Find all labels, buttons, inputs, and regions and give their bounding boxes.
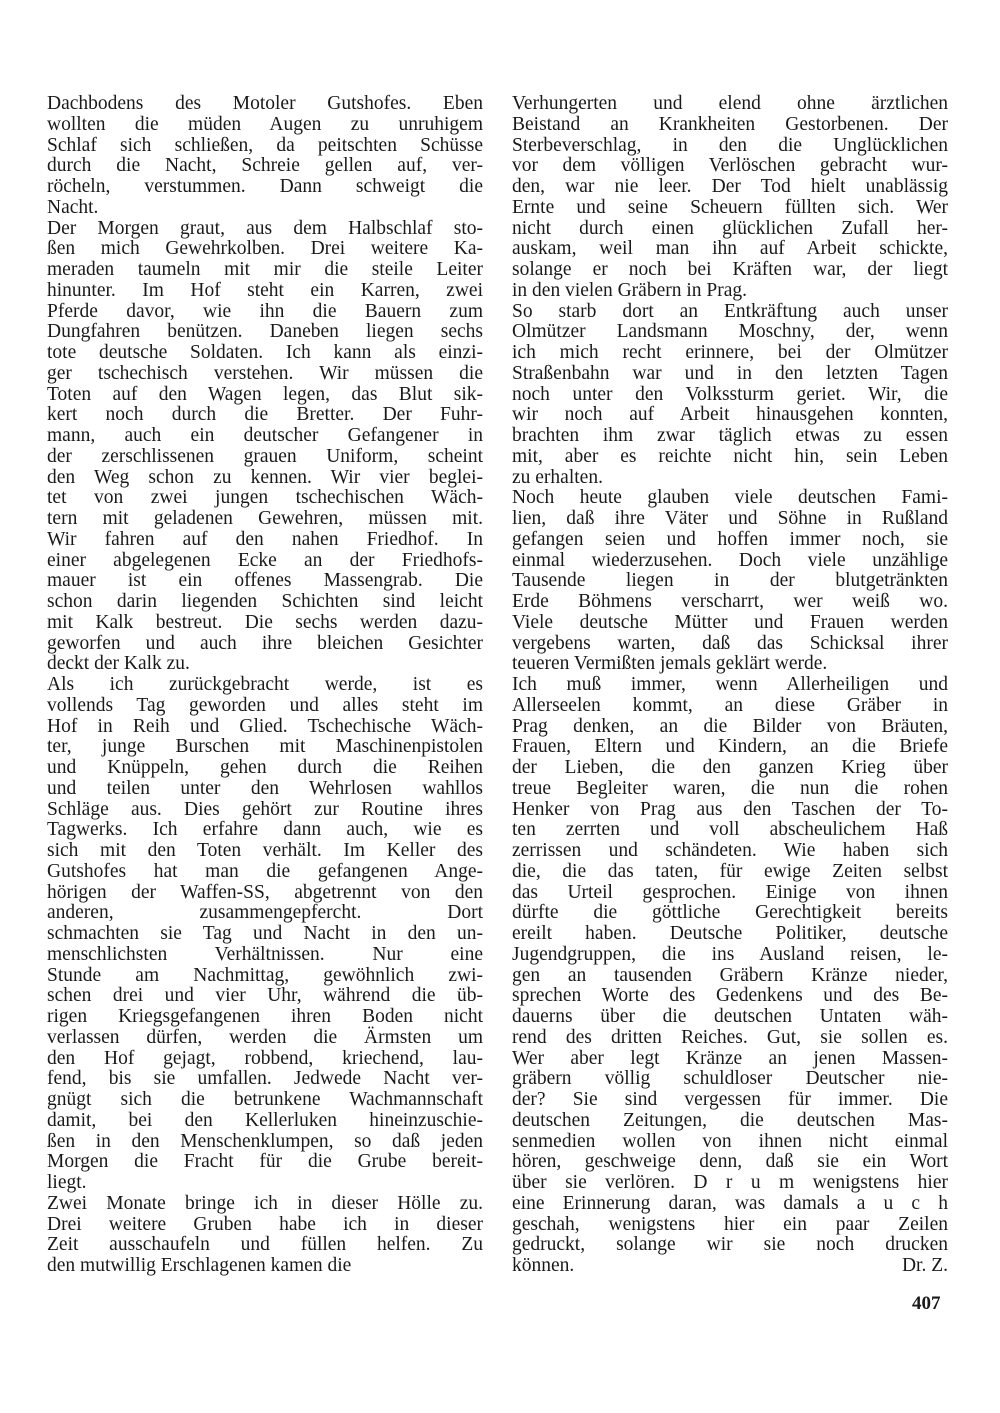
text-line: Olmützer Landsmann Moschny, der, wenn [512, 321, 948, 343]
text-line: hören, geschweige denn, daß sie ein Wort [512, 1151, 948, 1173]
text-line: Schlaf sich schließen, da peitschten Schüsse [47, 134, 483, 156]
text-line: Der Morgen graut, aus dem Halbschlaf sto- [47, 217, 483, 239]
text-line: kert noch durch die Bretter. Der Fuhr- [47, 404, 483, 426]
text-line: Zeit ausschaufeln und füllen helfen. Zu [47, 1234, 483, 1256]
text-line: geworfen und auch ihre bleichen Gesichter [47, 632, 483, 654]
text-line: den Weg schon zu kennen. Wir vier beglei- [47, 466, 483, 488]
text-line: Sterbeverschlag, in den die Unglücklichen [512, 134, 948, 156]
text-line: Beistand an Krankheiten Gestorbenen. Der [512, 113, 948, 135]
text-line: Schläge aus. Dies gehört zur Routine ihres [47, 798, 483, 820]
text-line: damit, bei den Kellerluken hineinzuschie- [47, 1109, 483, 1131]
text-line: teueren Vermißten jemals geklärt werde. [512, 653, 828, 675]
text-line: Dachbodens des Motoler Gutshofes. Eben [47, 93, 483, 114]
text-line: lien, daß ihre Väter und Söhne in Rußland [512, 508, 948, 529]
text-line: schmachten sie Tag und Nacht in den un- [47, 923, 483, 944]
text-line: Allerseelen kommt, an diese Gräber in [512, 694, 948, 716]
closing-line [512, 1256, 948, 1277]
text-line: mit, aber es reichte nicht hin, sein Leben [512, 445, 948, 467]
text-line: verlassen dürfen, werden die Ärmsten um [47, 1026, 483, 1048]
text-line: ßen in den Menschenklumpen, so daß jeden [47, 1130, 483, 1152]
paragraph [47, 675, 483, 1194]
text-line: Prag denken, an die Bilder von Bräuten, [512, 715, 948, 737]
text-line: fend, bis sie umfallen. Jedwede Nacht ver- [47, 1068, 483, 1090]
text-line: wollten die müden Augen zu unruhigem [47, 113, 483, 135]
text-line: Morgen die Fracht für die Grube bereit- [47, 1151, 483, 1173]
text-line: der zerschlissenen grauen Uniform, scheint [47, 445, 483, 467]
left-column [47, 94, 483, 1277]
text-line: mann, auch ein deutscher Gefangener in [47, 425, 483, 446]
text-line: So starb dort an Entkräftung auch unser [512, 300, 948, 322]
text-line: senmedien wollen von ihnen nicht einmal [512, 1130, 948, 1152]
text-line: können. [512, 1255, 575, 1276]
text-line: schen drei und vier Uhr, während die üb- [47, 985, 483, 1007]
paragraph [512, 488, 948, 675]
text-line: brachten ihm zwar täglich etwas zu essen [512, 425, 948, 446]
paragraph [512, 302, 948, 489]
text-line: ger tschechisch verstehen. Wir müssen die [47, 362, 483, 384]
text-line: ter, junge Burschen mit Maschinenpistolen [47, 736, 483, 758]
text-line: vergebens warten, daß das Schicksal ihrer [512, 632, 948, 654]
paragraph [47, 219, 483, 676]
text-line: Pferde davor, wie ihn die Bauern zum [47, 300, 483, 322]
text-line: deckt der Kalk zu. [47, 653, 190, 675]
text-line: Frauen, Eltern und Kindern, an die Briefe [512, 736, 948, 758]
text-line: gedruckt, solange wir sie noch drucken [512, 1234, 948, 1256]
text-line: eine Erinnerung daran, was damals a u c h [512, 1192, 948, 1214]
text-line: Hof in Reih und Glied. Tschechische Wäch- [47, 715, 483, 737]
text-line: hörigen der Waffen-SS, abgetrennt von den [47, 881, 483, 903]
text-line: den Hof gejagt, robbend, kriechend, lau- [47, 1047, 483, 1069]
text-line: hinunter. Im Hof steht ein Karren, zwei [47, 279, 483, 301]
text-line: Tagwerks. Ich erfahre dann auch, wie es [47, 819, 483, 841]
text-line: Toten auf den Wagen legen, das Blut sik- [47, 383, 483, 405]
text-line: noch unter den Volkssturm geriet. Wir, die [512, 383, 948, 405]
text-line: tet von zwei jungen tschechischen Wäch- [47, 487, 483, 509]
page-number: 407 [912, 1293, 941, 1314]
text-line: tote deutsche Soldaten. Ich kann als einzi- [47, 342, 483, 363]
text-line: gräbern völlig schuldloser Deutscher nie- [512, 1068, 948, 1090]
text-line: vollends Tag geworden und alles steht im [47, 694, 483, 716]
text-line: Viele deutsche Mütter und Frauen werden [512, 611, 948, 633]
text-line: anderen, zusammengepfercht. Dort [47, 902, 483, 924]
text-line: einmal wiederzusehen. Doch viele unzählige [512, 549, 948, 571]
text-line: rend des dritten Reiches. Gut, sie sollen es. [512, 1026, 948, 1048]
text-line: solange er noch bei Kräften war, der liegt [512, 259, 948, 280]
text-line: einer abgelegenen Ecke an der Friedhofs- [47, 549, 483, 571]
text-line: wir noch auf Arbeit hinausgehen konnten, [512, 404, 948, 426]
text-line: gnügt sich die betrunkene Wachmannschaft [47, 1089, 483, 1110]
text-line: nicht durch einen glücklichen Zufall her- [512, 217, 948, 239]
paragraph [512, 675, 948, 1277]
right-column [512, 94, 948, 1277]
text-line: deutschen Zeitungen, die deutschen Mas- [512, 1109, 948, 1131]
text-line: Ich muß immer, wenn Allerheiligen und [512, 674, 948, 695]
text-line: gen an tausenden Gräbern Kränze nieder, [512, 964, 948, 986]
text-line: gefangen seien und hoffen immer noch, sie [512, 528, 948, 550]
text-line: durch die Nacht, Schreie gellen auf, ver- [47, 155, 483, 177]
text-line: über sie verlören. D r u m wenigstens hier [512, 1172, 948, 1193]
text-line: liegt. [47, 1172, 87, 1193]
text-line: ßen mich Gewehrkolben. Drei weitere Ka- [47, 238, 483, 260]
text-line: Gutshofes hat man die gefangenen Ange- [47, 860, 483, 882]
text-line: Als ich zurückgebracht werde, ist es [47, 674, 483, 695]
text-line: zerrissen und schändeten. Wie haben sich [512, 840, 948, 861]
text-line: rigen Kriegsgefangenen ihren Boden nicht [47, 1006, 483, 1027]
text-line: den mutwillig Erschlagenen kamen die [47, 1255, 352, 1276]
text-line: auskam, weil man ihn auf Arbeit schickte, [512, 238, 948, 260]
text-line: treue Begleiter waren, die nun die rohen [512, 777, 948, 799]
text-line: der? Sie sind vergessen für immer. Die [512, 1089, 948, 1110]
text-line: Straßenbahn war und in den letzten Tagen [512, 362, 948, 384]
text-line: Verhungerten und elend ohne ärztlichen [512, 93, 948, 114]
text-line: geschah, wenigstens hier ein paar Zeilen [512, 1213, 948, 1235]
text-line: Zwei Monate bringe ich in dieser Hölle zu. [47, 1192, 483, 1214]
text-line: Noch heute glauben viele deutschen Fami- [512, 487, 948, 509]
text-line: die, die das taten, für ewige Zeiten selbst [512, 860, 948, 882]
text-line: schon darin liegenden Schichten sind leicht [47, 591, 483, 612]
text-line: menschlichsten Verhältnissen. Nur eine [47, 943, 483, 965]
text-line: Ernte und seine Scheuern füllten sich. Wer [512, 196, 948, 218]
text-line: den, war nie leer. Der Tod hielt unablässig [512, 176, 948, 197]
text-line: Wer aber legt Kränze an jenen Massen- [512, 1047, 948, 1069]
paragraph [47, 94, 483, 219]
text-line: Nacht. [47, 196, 99, 218]
text-line: vor dem völligen Verlöschen gebracht wur- [512, 155, 948, 177]
text-line: meraden taumeln mit mir die steile Leiter [47, 259, 483, 280]
text-line: dürfte die göttliche Gerechtigkeit bereits [512, 902, 948, 924]
text-line: ereilt haben. Deutsche Politiker, deutsche [512, 923, 948, 944]
text-line: sich mit den Toten verhält. Im Keller des [47, 840, 483, 861]
text-line: Wir fahren auf den nahen Friedhof. In [47, 528, 483, 550]
text-line: Tausende liegen in der blutgetränkten [512, 570, 948, 592]
text-line: tern mit geladenen Gewehren, müssen mit. [47, 508, 483, 529]
text-line: und teilen unter den Wehrlosen wahllos [47, 777, 483, 799]
author-signature: Dr. Z. [901, 1255, 948, 1276]
text-line: Henker von Prag aus den Taschen der To- [512, 798, 948, 820]
text-line: ten zerrten und voll abscheulichem Haß [512, 819, 948, 841]
text-line: ich mich recht erinnere, bei der Olmützer [512, 342, 948, 363]
text-line: Jugendgruppen, die ins Ausland reisen, le- [512, 943, 948, 965]
text-line: dauerns über die deutschen Untaten wäh- [512, 1006, 948, 1027]
text-line: Dungfahren benützen. Daneben liegen sechs [47, 321, 483, 343]
text-line: Erde Böhmens verscharrt, wer weiß wo. [512, 591, 948, 612]
text-line: sprechen Worte des Gedenkens und des Be- [512, 985, 948, 1007]
paragraph [47, 1194, 483, 1277]
text-line: und Knüppeln, gehen durch die Reihen [47, 757, 483, 778]
text-line: mit Kalk bestreut. Die sechs werden dazu- [47, 611, 483, 633]
paragraph [512, 94, 948, 302]
text-line: der Lieben, die den ganzen Krieg über [512, 757, 948, 778]
text-line: in den vielen Gräbern in Prag. [512, 279, 748, 301]
text-line: das Urteil gesprochen. Einige von ihnen [512, 881, 948, 903]
text-line: röcheln, verstummen. Dann schweigt die [47, 176, 483, 197]
text-line: zu erhalten. [512, 466, 603, 488]
text-line: Stunde am Nachmittag, gewöhnlich zwi- [47, 964, 483, 986]
text-line: Drei weitere Gruben habe ich in dieser [47, 1213, 483, 1235]
text-line: mauer ist ein offenes Massengrab. Die [47, 570, 483, 592]
